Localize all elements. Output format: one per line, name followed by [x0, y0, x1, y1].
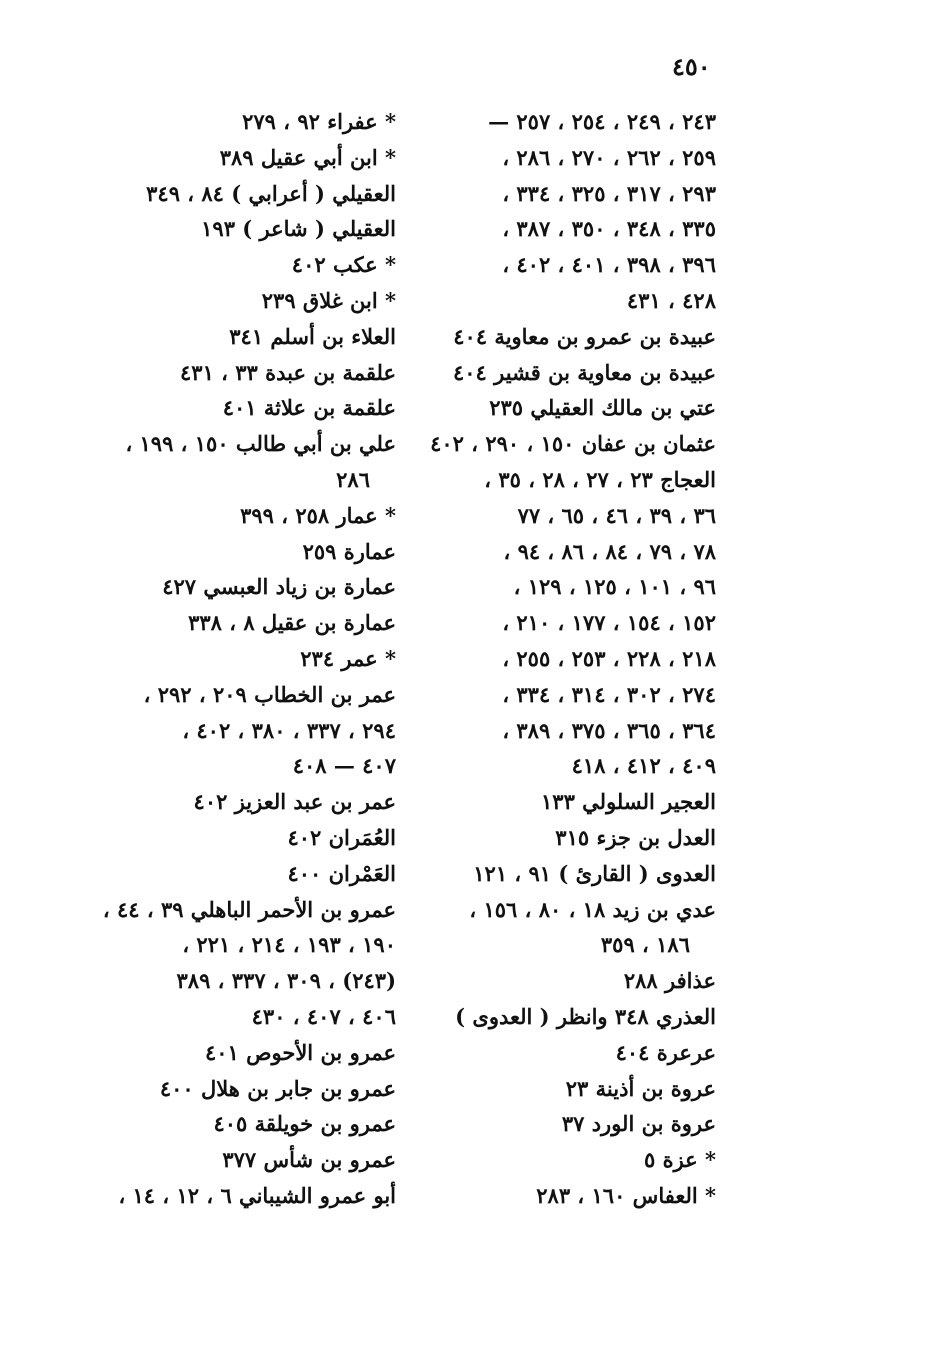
index-entry: ٢٨٦ [336, 466, 370, 492]
index-entry: ٢١٨ ، ٢٢٨ ، ٢٥٣ ، ٢٥٥ ، [502, 645, 716, 671]
index-entry: عمرو بن خويلقة ٤٠٥ [213, 1111, 396, 1137]
index-entry: ٢٤٣ ، ٢٤٩ ، ٢٥٤ ، ٢٥٧ — [488, 109, 716, 134]
index-entry: ٢٩٣ ، ٣١٧ ، ٣٢٥ ، ٣٣٤ ، [502, 180, 716, 206]
index-entry: * ابن غلاق ٢٣٩ [261, 287, 396, 313]
index-entry: عبيدة بن معاوية بن قشير ٤٠٤ [452, 359, 716, 385]
index-entry: عمارة بن زياد العبسي ٤٢٧ [162, 574, 396, 600]
index-entry: ٣٦ ، ٣٩ ، ٤٦ ، ٦٥ ، ٧٧ [517, 502, 716, 528]
index-entry: عمر بن عبد العزيز ٤٠٢ [193, 789, 396, 815]
index-entry: عتي بن مالك العقيلي ٢٣٥ [489, 395, 716, 421]
index-entry: العذري ٣٤٨ وانظر ( العدوى ) [455, 1003, 716, 1029]
index-entry: ٢٧٤ ، ٣٠٢ ، ٣١٤ ، ٣٣٤ ، [502, 681, 716, 707]
index-entry: ٤٠٩ ، ٤١٢ ، ٤١٨ [571, 753, 716, 779]
index-entry: العدل بن جزء ٣١٥ [555, 824, 716, 850]
index-entry: العجير السلولي ١٣٣ [541, 789, 716, 815]
index-entry: العجاج ٢٣ ، ٢٧ ، ٢٨ ، ٣٥ ، [484, 466, 716, 492]
index-entry: علقمة بن عبدة ٣٣ ، ٤٣١ [180, 359, 396, 385]
index-entry: عمرو بن جابر بن هلال ٤٠٠ [159, 1075, 396, 1101]
index-entry: العقيلي ( أعرابي ) ٨٤ ، ٣٤٩ [146, 180, 396, 206]
index-entry: علي بن أبي طالب ١٥٠ ، ١٩٩ ، [125, 431, 396, 457]
index-entry: * عزة ٥ [643, 1147, 716, 1173]
index-entry: * عمار ٢٥٨ ، ٣٩٩ [240, 502, 396, 528]
index-entry: * عمر ٢٣٤ [300, 645, 396, 671]
index-entry: ٩٦ ، ١٠١ ، ١٢٥ ، ١٢٩ ، [513, 574, 716, 600]
index-entry: ٤٠٧ — ٤٠٨ [292, 753, 396, 779]
index-entry: ٣٣٥ ، ٣٤٨ ، ٣٥٠ ، ٣٨٧ ، [502, 216, 716, 242]
index-entry: ١٩٠ ، ١٩٣ ، ٢١٤ ، ٢٢١ ، [182, 932, 396, 958]
index-entry: ٤٢٨ ، ٤٣١ [626, 287, 716, 313]
index-entry: عمرو بن شأس ٣٧٧ [222, 1147, 396, 1173]
index-entry: * العفاس ١٦٠ ، ٢٨٣ [536, 1182, 716, 1208]
index-entry: * ابن أبي عقيل ٣٨٩ [219, 144, 396, 170]
index-entry: * عفراء ٩٢ ، ٢٧٩ [242, 109, 396, 134]
index-entry: ٣٩٦ ، ٣٩٨ ، ٤٠١ ، ٤٠٢ ، [502, 252, 716, 278]
index-column-left [76, 104, 396, 1214]
index-entry: العُمَران ٤٠٢ [287, 824, 396, 850]
index-entry: ٤٠٦ ، ٤٠٧ ، ٤٣٠ [251, 1003, 396, 1029]
index-entry: عمرو بن الأحوص ٤٠١ [204, 1039, 396, 1065]
index-entry: عدي بن زيد ١٨ ، ٨٠ ، ١٥٦ ، [469, 896, 716, 922]
index-entry: ٢٥٩ ، ٢٦٢ ، ٢٧٠ ، ٢٨٦ ، [502, 144, 716, 170]
index-entry: العدوى ( القارئ ) ٩١ ، ١٢١ [473, 860, 716, 886]
index-entry: عروة بن أذينة ٢٣ [565, 1075, 716, 1101]
index-entry: عرعرة ٤٠٤ [615, 1039, 716, 1065]
index-column-right [426, 104, 716, 1214]
index-entry: * عكب ٤٠٢ [291, 252, 396, 278]
index-entry: عثمان بن عفان ١٥٠ ، ٢٩٠ ، ٤٠٢ [430, 431, 716, 457]
index-entry: ١٨٦ ، ٣٥٩ [600, 932, 690, 958]
index-entry: عبيدة بن عمرو بن معاوية ٤٠٤ [453, 323, 716, 349]
index-entry: ٧٨ ، ٧٩ ، ٨٤ ، ٨٦ ، ٩٤ ، [503, 538, 716, 564]
index-entry: عمر بن الخطاب ٢٠٩ ، ٢٩٢ ، [143, 681, 396, 707]
page-number: ٤٥٠ [672, 52, 711, 81]
index-entry: ٢٩٤ ، ٣٣٧ ، ٣٨٠ ، ٤٠٢ ، [182, 717, 396, 743]
index-entry: عذافر ٢٨٨ [623, 968, 716, 994]
index-entry: أبو عمرو الشيباني ٦ ، ١٢ ، ١٤ ، [118, 1182, 396, 1208]
index-entry: عمارة ٢٥٩ [302, 538, 396, 564]
index-entry: ١٥٢ ، ١٥٤ ، ١٧٧ ، ٢١٠ ، [502, 610, 716, 636]
index-entry: العَمْران ٤٠٠ [287, 860, 396, 886]
index-entry: علقمة بن علاثة ٤٠١ [222, 395, 396, 421]
index-entry: عروة بن الورد ٣٧ [561, 1111, 716, 1137]
index-entry: عمارة بن عقيل ٨ ، ٣٣٨ [188, 610, 396, 636]
index-entry: عمرو بن الأحمر الباهلي ٣٩ ، ٤٤ ، [102, 896, 396, 922]
index-entry: ٣٦٤ ، ٣٦٥ ، ٣٧٥ ، ٣٨٩ ، [502, 717, 716, 743]
index-entry: العلاء بن أسلم ٣٤١ [229, 323, 396, 349]
index-entry: العقيلي ( شاعر ) ١٩٣ [201, 216, 396, 242]
index-entry: (٢٤٣) ، ٣٠٩ ، ٣٣٧ ، ٣٨٩ [176, 968, 396, 994]
